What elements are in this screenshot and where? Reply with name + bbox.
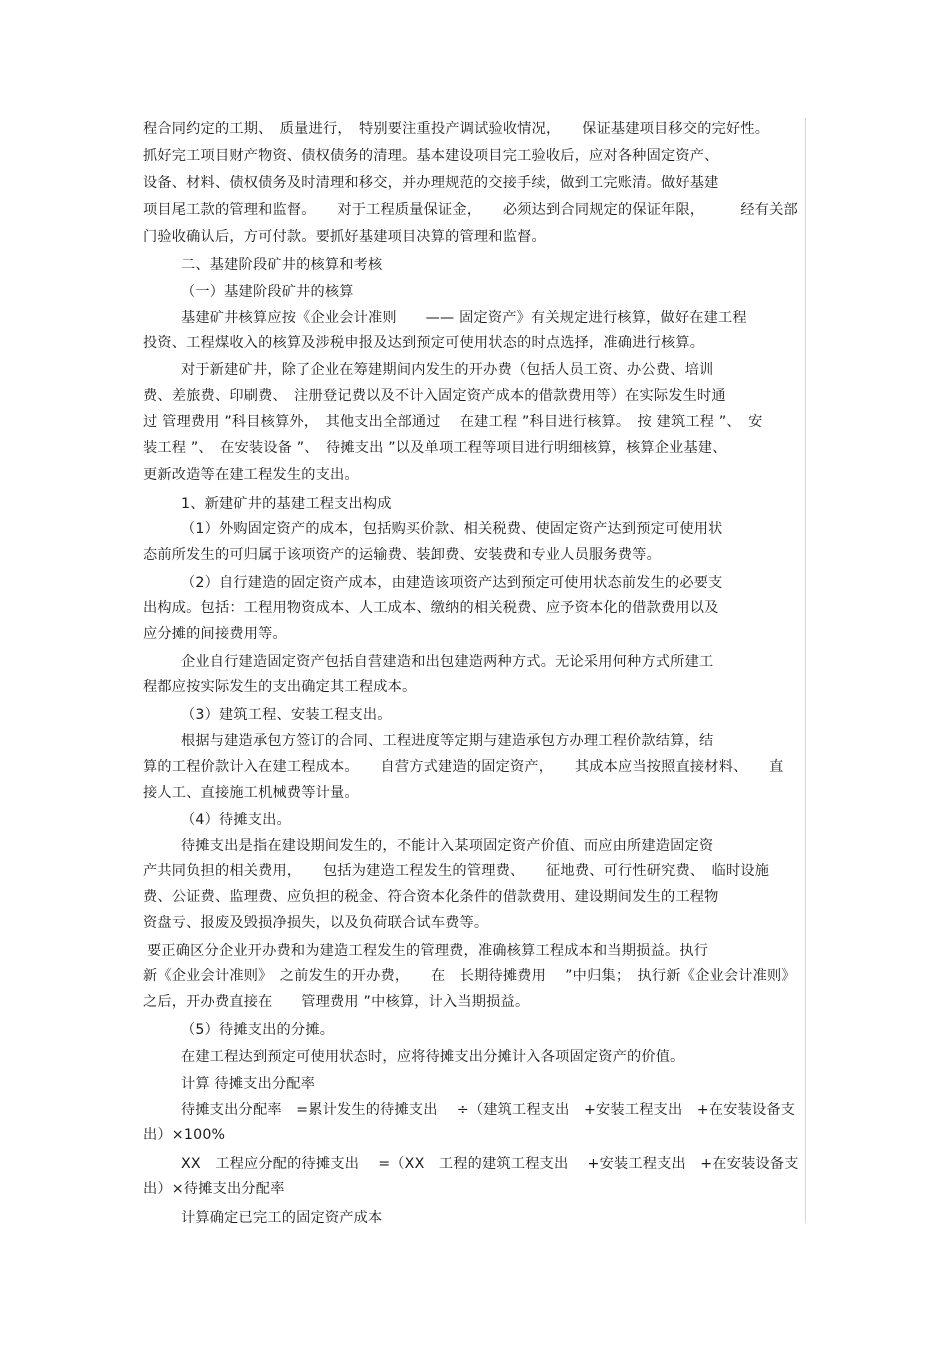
text-line: 计算确定已完工的固定资产成本 [181, 1210, 383, 1226]
text-line: 待摊支出是指在建设期间发生的，不能计入某项固定资产价值、而应由所建造固定资 [181, 838, 714, 854]
text-line: 计算 待摊支出分配率 [181, 1076, 316, 1092]
text-line: （5）待摊支出的分摊。 [181, 1022, 335, 1038]
text-line: 根据与建造承包方签订的合同、工程进度等定期与建造承包方办理工程价款结算，结 [181, 733, 714, 749]
text-line: 装工程 ”、 在安装设备 ”、 待摊支出 ”以及单项工程等项目进行明细核算，核算企业基建、 [143, 440, 727, 456]
text-line: 企业自行建造固定资产包括自营建造和出包建造两种方式。无论采用何种方式所建工 [181, 654, 714, 670]
text-line: 态前所发生的可归属于该项资产的运输费、装卸费、安装费和专业人员服务费等。 [143, 547, 661, 563]
text-line: 抓好完工项目财产物资、债权债务的清理。基本建设项目完工验收后，应对各种固定资产、 [143, 148, 719, 164]
text-line: 在建工程达到预定可使用状态时，应将待摊支出分摊计入各项固定资产的价值。 [181, 1049, 685, 1065]
formula-line: 出）×100% [143, 1127, 226, 1143]
text-line: 程都应按实际发生的支出确定其工程成本。 [143, 679, 417, 695]
page-margin-line [805, 118, 806, 1223]
list-heading: 1、新建矿井的基建工程支出构成 [181, 496, 392, 512]
section-heading: 二、基建阶段矿井的核算和考核 [181, 257, 383, 273]
text-line: 更新改造等在建工程发生的支出。 [143, 467, 359, 483]
text-line: （1）外购固定资产的成本，包括购买价款、相关税费、使固定资产达到预定可使用状 [181, 521, 723, 537]
text-line: （3）建筑工程、安装工程支出。 [181, 707, 392, 723]
text-line: 项目尾工款的管理和监督。 对于工程质量保证金， 必须达到合同规定的保证年限， 经有关部 [143, 202, 798, 218]
text-line: 应分摊的间接费用等。 [143, 626, 287, 642]
text-line: 算的工程价款计入在建工程成本。 自营方式建造的固定资产， 其成本应当按照直接材料、 直 [143, 759, 784, 775]
text-line: 程合同约定的工期、 质量进行， 特别要注重投产调试验收情况， 保证基建项目移交的完好性。 [143, 121, 770, 137]
text-line: 产共同负担的相关费用， 包括为建造工程发生的管理费、 征地费、可行性研究费、 临时设施 [143, 863, 770, 879]
text-line: 投资、工程煤收入的核算及涉税申报及达到预定可使用状态的时点选择，准确进行核算。 [143, 335, 705, 351]
text-line: 之后，开办费直接在 管理费用 ”中核算，计入当期损益。 [143, 994, 530, 1010]
text-line: 出构成。包括：工程用物资成本、人工成本、缴纳的相关税费、应予资本化的借款费用以及 [143, 600, 719, 616]
subsection-heading: （一）基建阶段矿井的核算 [181, 284, 354, 300]
formula-line: 出）×待摊支出分配率 [143, 1181, 285, 1197]
text-line: 门验收确认后，方可付款。要抓好基建项目决算的管理和监督。 [143, 229, 546, 245]
text-line: 资盘亏、报废及毁损净损失，以及负荷联合试车费等。 [143, 915, 489, 931]
text-line: 对于新建矿井，除了企业在筹建期间内发生的开办费（包括人员工资、办公费、培训 [181, 362, 714, 378]
text-line: 新《企业会计准则》 之前发生的开办费， 在 长期待摊费用 ”中归集； 执行新《企业会计准则》 [143, 968, 796, 984]
text-line: （2）自行建造的固定资产成本，由建造该项资产达到预定可使用状态前发生的必要支 [181, 575, 723, 591]
text-line: 基建矿井核算应按《企业会计准则 —— 固定资产》有关规定进行核算，做好在建工程 [181, 310, 747, 326]
formula-line: XX 工程应分配的待摊支出 =（XX 工程的建筑工程支出 +安装工程支出 +在安装设备支 [181, 1156, 799, 1172]
text-line: 设备、材料、债权债务及时清理和移交，并办理规范的交接手续，做到工完账清。做好基建 [143, 175, 719, 191]
text-line: 要正确区分企业开办费和为建造工程发生的管理费，准确核算工程成本和当期损益。执行 [147, 943, 709, 959]
text-line: （4）待摊支出。 [181, 812, 291, 828]
text-line: 费、差旅费、印刷费、 注册登记费以及不计入固定资产成本的借款费用等）在实际发生时通 [143, 388, 726, 404]
text-line: 过 管理费用 ”科目核算外， 其他支出全部通过 在建工程 ”科目进行核算。 按 建筑工程 ”、 安 [143, 414, 763, 430]
text-line: 费、公证费、监理费、应负担的税金、符合资本化条件的借款费用、建设期间发生的工程物 [143, 889, 719, 905]
text-line: 接人工、直接施工机械费等计量。 [143, 785, 359, 801]
formula-line: 待摊支出分配率 =累计发生的待摊支出 ÷（建筑工程支出 +安装工程支出 +在安装设备支 [181, 1102, 796, 1118]
